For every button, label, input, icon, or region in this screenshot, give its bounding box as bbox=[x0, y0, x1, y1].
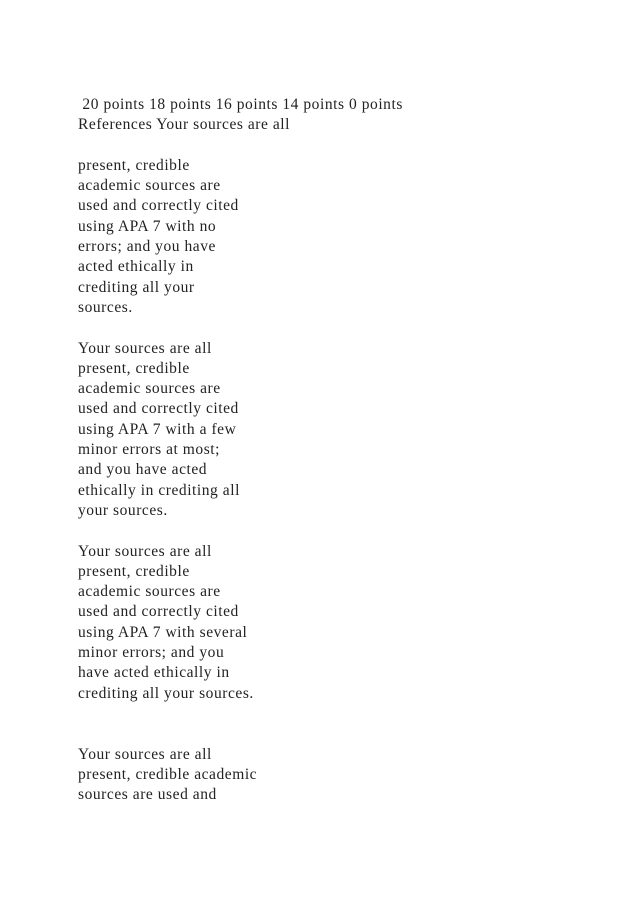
text-line: ethically in crediting all bbox=[78, 481, 240, 499]
text-line: Your sources are all bbox=[78, 745, 212, 763]
text-line: academic sources are bbox=[78, 583, 221, 601]
text-line: Your sources are all bbox=[78, 339, 212, 357]
text-line: sources. bbox=[78, 298, 133, 316]
references-intro-line: References Your sources are all bbox=[78, 116, 291, 134]
text-line: crediting all your bbox=[78, 278, 195, 296]
paragraph-gap bbox=[78, 704, 598, 745]
text-line: and you have acted bbox=[78, 461, 208, 479]
text-line: present, credible bbox=[78, 359, 190, 377]
text-line: acted ethically in bbox=[78, 258, 194, 276]
criteria-block-20-points bbox=[78, 156, 598, 318]
text-line: academic sources are bbox=[78, 380, 221, 398]
text-line: used and correctly cited bbox=[78, 197, 239, 215]
text-line: your sources. bbox=[78, 501, 168, 519]
criteria-block-16-points bbox=[78, 542, 598, 704]
text-line: sources are used and bbox=[78, 786, 217, 804]
points-header-line: 20 points 18 points 16 points 14 points 0 points bbox=[78, 96, 403, 113]
text-line: errors; and you have bbox=[78, 238, 216, 256]
paragraph-gap bbox=[78, 318, 598, 338]
text-line: used and correctly cited bbox=[78, 603, 239, 621]
text-line: using APA 7 with no bbox=[78, 217, 217, 235]
text-line: have acted ethically in bbox=[78, 664, 230, 682]
text-line: Your sources are all bbox=[78, 542, 212, 560]
text-line: crediting all your sources. bbox=[78, 684, 254, 702]
text-line: present, credible academic bbox=[78, 765, 258, 783]
text-line: using APA 7 with a few bbox=[78, 420, 237, 438]
text-line: minor errors; and you bbox=[78, 644, 225, 662]
document-body bbox=[78, 95, 598, 805]
text-line: minor errors at most; bbox=[78, 441, 220, 459]
criteria-block-14-points bbox=[78, 745, 598, 806]
criteria-block-18-points bbox=[78, 339, 598, 522]
text-line: academic sources are bbox=[78, 177, 221, 195]
paragraph-gap bbox=[78, 521, 598, 541]
text-line: used and correctly cited bbox=[78, 400, 239, 418]
text-line: using APA 7 with several bbox=[78, 623, 248, 641]
text-line: present, credible bbox=[78, 156, 190, 174]
text-line: present, credible bbox=[78, 562, 190, 580]
paragraph-gap bbox=[78, 136, 598, 156]
